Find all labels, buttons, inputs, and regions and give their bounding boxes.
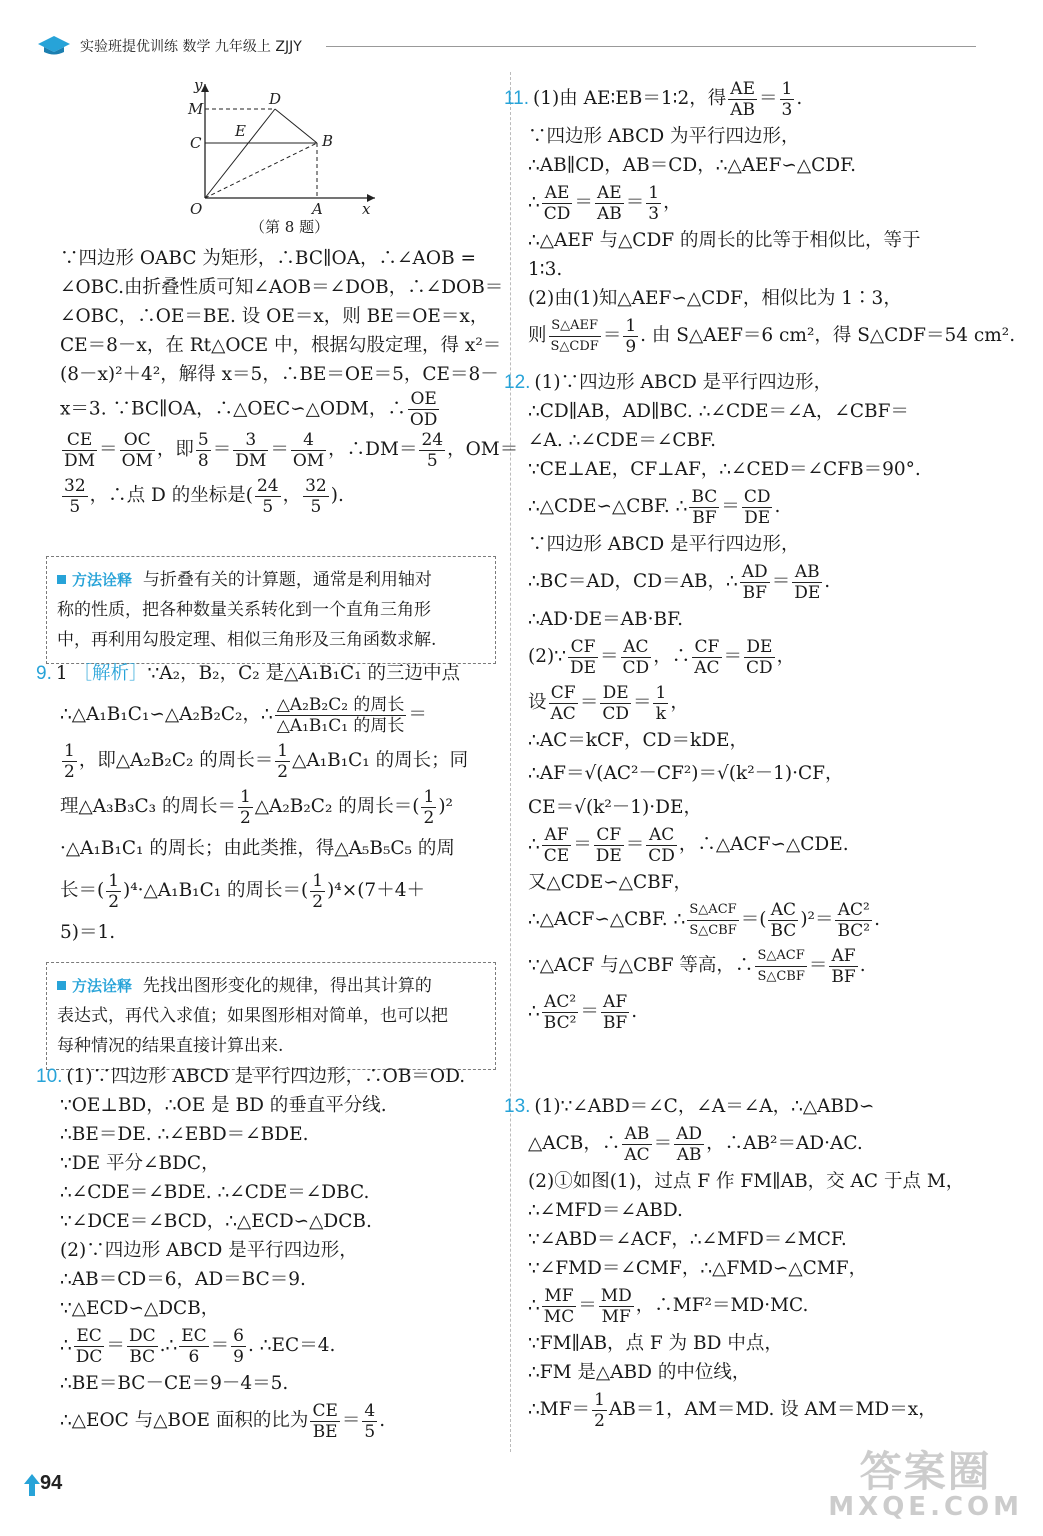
q8-line: ∵四边形 OABC 为矩形，∴BC∥OA，∴∠AOB = <box>60 248 477 269</box>
svg-text:x: x <box>362 200 371 218</box>
tip-marker-icon <box>57 981 66 990</box>
page-number: 94 <box>40 1472 63 1494</box>
question-number: 10. <box>36 1066 63 1087</box>
q13-block: 13. (1)∵∠ABD＝∠C，∠A＝∠A，∴△ABD∽ △ACB，∴ $\frac{AB}{AC}$ ＝ $\frac{AD}{AB}$ ，∴AB²＝AD·AC. (2)①如图(1)，过点 F 作 FM∥AB，交 AC 于点 M， ∴∠MFD＝∠ABD. ∵∠ABD＝∠ACF，∴∠MFD＝∠MCF. ∵∠FMD＝∠CMF，∴△FMD∽△CMF， ∴ $\frac{MF}{MC}$ ＝ $\frac{MD}{MF}$ ，∴MF²＝MD·MC. ∵FM∥AB，点 F 为 BD 中点， ∴FM 是△ABD 的中位线， ∴MF＝ $\frac{1}{2}$ AB＝1，AM＝MD. 设 AM＝MD＝x， <box>504 1096 965 1431</box>
q8-line: x＝3. ∵BC∥OA，∴△OEC∽△ODM，∴ $\frac{OE}{OD}$ <box>60 389 438 430</box>
q8-line: $\frac{32}{5}$ ，∴点 D 的坐标是( $\frac{24}{5}$ ， $\frac{32}{5}$ ). <box>64 475 344 517</box>
q8-line: CE＝8－x，在 Rt△OCE 中，根据勾股定理，得 x²＝ <box>60 335 502 356</box>
q11-block: 11. (1)由 AE∶EB＝1∶2，得 $\frac{AE}{AB}$ ＝ $\frac{1}{3}$ . ∵四边形 ABCD 为平行四边形， ∴AB∥CD，AB＝CD，∴△AEF∽△CDF. ∴ $\frac{AE}{CD}$ ＝ $\frac{AE}{AB}$ ＝ $\frac{1}{3}$ ， ∴△AEF 与△CDF 的周长的比等于相似比，等于 1∶3. (2)由(1)知△AEF∽△CDF，相似比为 1∶3， 则 S△AEF S△CDF ＝ $\frac{1}{9}$ . 由 S△AEF＝6 cm²，得 S△CDF＝54 cm². <box>504 78 1016 357</box>
page-arrow-icon <box>22 1472 42 1498</box>
analysis-tag: ［解析］ <box>73 662 148 683</box>
svg-text:A: A <box>312 200 323 218</box>
method-tip-box: 方法诠释 与折叠有关的计算题，通常是利用轴对 称的性质，把各种数量关系转化到一个直角三角形 中，再利用勾股定理、相似三角形及三角函数求解. <box>46 556 496 664</box>
watermark: 答案圈 MXQE.COM <box>828 1447 1023 1522</box>
q8-line: $\frac{CE}{DM}$ ＝ $\frac{OC}{OM}$ ，即 $\frac{5}{8}$ ＝ $\frac{3}{DM}$ ＝ $\frac{4}{OM}$ ，∴DM＝ $\frac{24}{5}$ ，OM＝ <box>64 429 519 471</box>
q8-line: ∠OBC.由折叠性质可知∠AOB＝∠DOB，∴∠DOB＝ <box>60 277 504 298</box>
question-number: 11. <box>504 88 530 109</box>
q9-block: 9. 1 ［解析］∵A₂，B₂，C₂ 是△A₁B₁C₁ 的三边中点 ∴△A₁B₁C₁∽△A₂B₂C₂，∴ △A₂B₂C₂ 的周长 △A₁B₁C₁ 的周长 ＝ $\frac{1}{2}$ ，即△A₂B₂C₂ 的周长＝ $\frac{1}{2}$ △A₁B₁C₁ 的周长；同 理△A₃B₃C₃ 的周长＝ $\frac{1}{2}$ △A₂B₂C₂ 的周长＝( $\frac{1}{2}$ )² ·△A₁B₁C₁ 的周长；由此类推，得△A₅B₅C₅ 的周 长＝( $\frac{1}{2}$ )⁴·△A₁B₁C₁ 的周长＝( $\frac{1}{2}$ )⁴×(7＋4＋ 5)＝1. <box>36 662 469 943</box>
page-number-badge <box>22 1470 74 1500</box>
method-tip-box: 方法诠释 先找出图形变化的规律，得出其计算的 表达式，再代入求值；如果图形相对简单，也可以把 每种情况的结果直接计算出来. <box>46 962 496 1070</box>
figure-caption: （第 8 题） <box>250 218 330 236</box>
svg-text:y: y <box>194 76 203 94</box>
svg-text:C: C <box>190 134 202 152</box>
question-number: 9. <box>36 663 52 684</box>
q8-line: ∠OBC，∴OE＝BE. 设 OE＝x，则 BE＝OE＝x， <box>60 306 489 327</box>
q12-block: 12. (1)∵四边形 ABCD 是平行四边形， ∴CD∥AB，AD∥BC. ∴∠CDE＝∠A，∠CBF＝ ∠A. ∴∠CDE＝∠CBF. ∵CE⊥AE，CF⊥AF，∴∠CED＝∠CFB＝90°. ∴△CDE∽△CBF. ∴ $\frac{BC}{BF}$ ＝ $\frac{CD}{DE}$ . ∵四边形 ABCD 是平行四边形， ∴BC＝AD，CD＝AB，∴ $\frac{AD}{BF}$ ＝ $\frac{AB}{DE}$ . ∴AD·DE＝AB·BF. (2)∵ $\frac{CF}{DE}$ ＝ $\frac{AC}{CD}$ ，∴ $\frac{CF}{AC}$ ＝ $\frac{DE}{CD}$ ， 设 $\frac{CF}{AC}$ ＝ $\frac{DE}{CD}$ ＝ $\frac{1}{k}$ ， ∴AC＝kCF，CD＝kDE， ∴AF＝√(AC²－CF²)＝√(k²－1)·CF， CE＝√(k²－1)·DE， ∴ $\frac{AF}{CE}$ ＝ $\frac{CF}{DE}$ ＝ $\frac{AC}{CD}$ ，∴△ACF∽△CDE. 又△CDE∽△CBF， ∴△ACF∽△CBF. ∴ S△ACF S△CBF ＝( $\frac{AC}{BC}$ )²＝ $\frac{\text{AC²}}{\text{BC²}}$ . ∵△ACF 与△CBF 等高，∴ S△ACF S△CBF ＝ $\frac{AF}{BF}$ . ∴ $\frac{\text{AC²}}{\text{BC²}}$ ＝ $\frac{AF}{BF}$ . <box>504 372 921 1033</box>
svg-text:D: D <box>269 90 282 108</box>
q8-line: (8－x)²＋4²，解得 x＝5，∴BE＝OE＝5，CE＝8－ <box>60 364 499 385</box>
page-header <box>36 30 986 60</box>
coordinate-figure <box>180 68 380 238</box>
tip-label: 方法诠释 <box>72 977 133 995</box>
header-rule <box>326 46 976 47</box>
tip-label: 方法诠释 <box>72 571 133 589</box>
question-number: 13. <box>504 1096 531 1117</box>
column-divider <box>510 72 511 1452</box>
tip-marker-icon <box>57 575 66 584</box>
book-logo-icon <box>36 32 72 56</box>
svg-text:M: M <box>188 100 204 118</box>
svg-text:O: O <box>190 200 203 218</box>
book-title: 实验班提优训练 数学 九年级上 ZJJY <box>80 39 302 55</box>
svg-text:B: B <box>322 132 334 150</box>
question-number: 12. <box>504 372 531 393</box>
q10-block: 10. (1)∵四边形 ABCD 是平行四边形，∴OB＝OD. ∵OE⊥BD，∴OE 是 BD 的垂直平分线. ∴BE＝DE. ∴∠EBD＝∠BDE. ∵DE 平分∠BDC， ∴∠CDE＝∠BDE. ∴∠CDE＝∠DBC. ∵∠DCE＝∠BCD，∴△ECD∽△DCB. (2)∵四边形 ABCD 是平行四边形， ∴AB＝CD＝6，AD＝BC＝9. ∵△ECD∽△DCB， ∴ $\frac{EC}{DC}$ ＝ $\frac{DC}{BC}$ .∴ $\frac{EC}{6}$ ＝ $\frac{6}{9}$ . ∴EC＝4. ∴BE＝BC－CE＝9－4＝5. ∴△EOC 与△BOE 面积的比为 $\frac{CE}{BE}$ ＝ $\frac{4}{5}$ . <box>36 1066 466 1442</box>
svg-text:E: E <box>235 122 246 140</box>
